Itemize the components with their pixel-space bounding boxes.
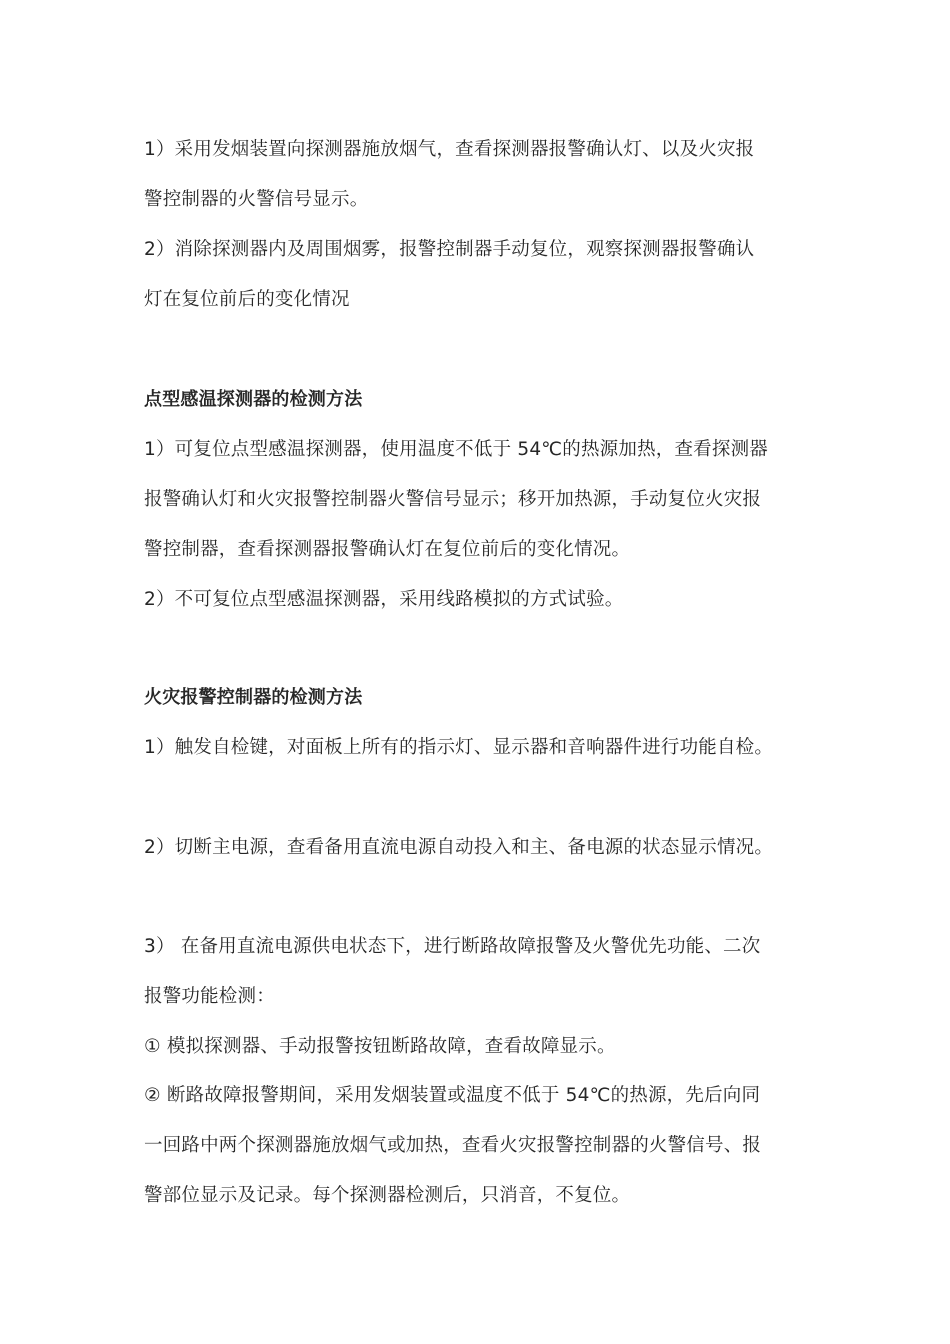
paragraph-line: 警控制器的火警信号显示。 [144,189,369,210]
paragraph-line: 1）触发自检键，对面板上所有的指示灯、显示器和音响器件进行功能自检。 [144,737,774,758]
paragraph-line: 报警功能检测： [144,986,275,1007]
paragraph-line: ① 模拟探测器、手动报警按钮断路故障，查看故障显示。 [144,1036,616,1057]
paragraph-line: 3） 在备用直流电源供电状态下，进行断路故障报警及火警优先功能、二次 [144,936,761,957]
section-heading: 点型感温探测器的检测方法 [144,389,363,410]
paragraph-line: 警部位显示及记录。每个探测器检测后，只消音，不复位。 [144,1185,631,1206]
paragraph-line: 1）可复位点型感温探测器，使用温度不低于 54℃的热源加热，查看探测器 [144,439,768,460]
paragraph-line: 1）采用发烟装置向探测器施放烟气，查看探测器报警确认灯、以及火灾报 [144,139,755,160]
paragraph-line: 2）消除探测器内及周围烟雾，报警控制器手动复位，观察探测器报警确认 [144,239,755,260]
section-heading: 火灾报警控制器的检测方法 [144,687,363,708]
paragraph-line: 警控制器，查看探测器报警确认灯在复位前后的变化情况。 [144,539,631,560]
paragraph-line: 灯在复位前后的变化情况 [144,289,350,310]
paragraph-line: 2）切断主电源，查看备用直流电源自动投入和主、备电源的状态显示情况。 [144,837,774,858]
paragraph-line: 2）不可复位点型感温探测器，采用线路模拟的方式试验。 [144,589,624,610]
paragraph-line: ② 断路故障报警期间，采用发烟装置或温度不低于 54℃的热源，先后向同 [144,1085,761,1106]
paragraph-line: 报警确认灯和火灾报警控制器火警信号显示；移开加热源，手动复位火灾报 [144,489,762,510]
paragraph-line: 一回路中两个探测器施放烟气或加热，查看火灾报警控制器的火警信号、报 [144,1135,762,1156]
